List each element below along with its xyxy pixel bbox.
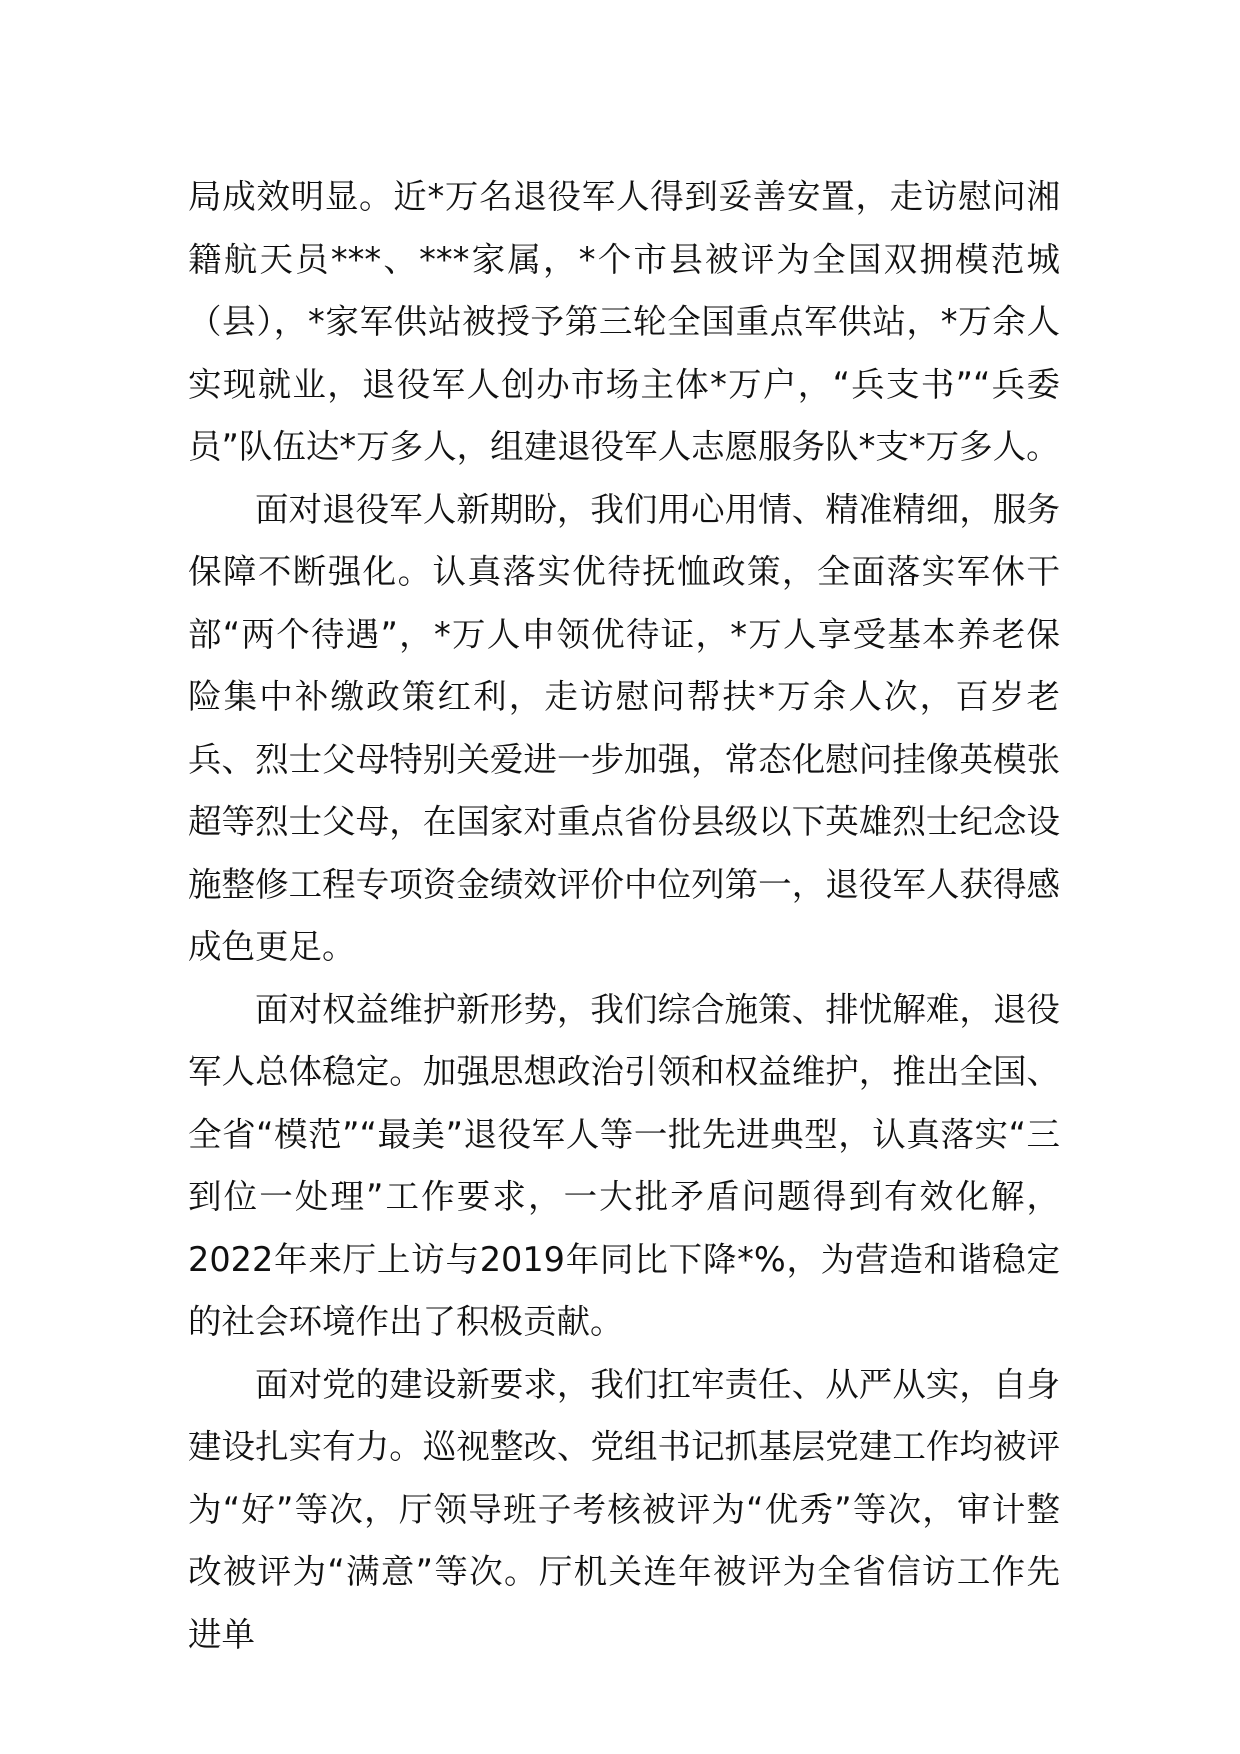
paragraph-1: 局成效明显。近*万名退役军人得到妥善安置，走访慰问湘籍航天员***、***家属，*个市县被评为全国双拥模范城（县），*家军供站被授予第三轮全国重点军供站，*万余人实现就业，退役军人创办市场主体*万户，“兵支书”“兵委员”队伍达*万多人，组建退役军人志愿服务队*支*万多人。	[188, 177, 1060, 466]
paragraph-4: 面对党的建设新要求，我们扛牢责任、从严从实，自身建设扎实有力。巡视整改、党组书记抓基层党建工作均被评为“好”等次，厅领导班子考核被评为“优秀”等次，审计整改被评为“满意”等次。厅机关连年被评为全省信访工作先进单	[188, 1364, 1060, 1654]
paragraph-3: 面对权益维护新形势，我们综合施策、排忧解难，退役军人总体稳定。加强思想政治引领和权益维护，推出全国、全省“模范”“最美”退役军人等一批先进典型，认真落实“三到位一处理”工作要求，一大批矛盾问题得到有效化解，2022年来厅上访与2019年同比下降*%，为营造和谐稳定的社会环境作出了积极贡献。	[188, 989, 1060, 1341]
document-body	[188, 166, 1060, 1666]
paragraph-2: 面对退役军人新期盼，我们用心用情、精准精细，服务保障不断强化。认真落实优待抚恤政策，全面落实军休干部“两个待遇”，*万人申领优待证，*万人享受基本养老保险集中补缴政策红利，走访慰问帮扶*万余人次，百岁老兵、烈士父母特别关爱进一步加强，常态化慰问挂像英模张超等烈士父母，在国家对重点省份县级以下英雄烈士纪念设施整修工程专项资金绩效评价中位列第一，退役军人获得感成色更足。	[188, 489, 1060, 966]
